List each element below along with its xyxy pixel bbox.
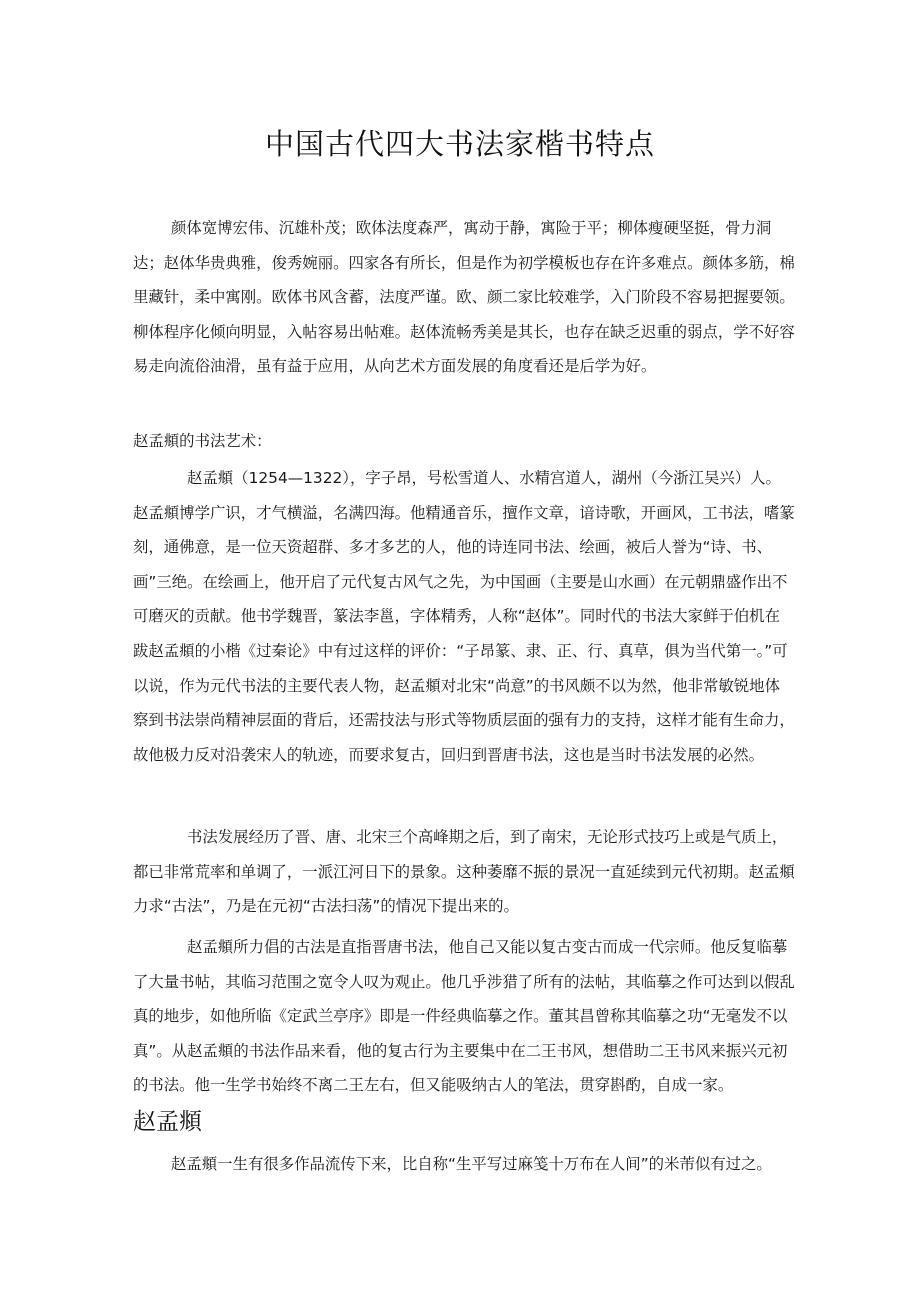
- legacy-paragraph: 赵孟頫一生有很多作品流传下来，比自称“生平写过麻笺十万布在人间”的米芾似有过之。: [171, 1155, 772, 1173]
- ancient-method-paragraph: 赵孟頫所力倡的古法是直指晋唐书法，他自己又能以复古变古而成一代宗师。他反复临摹了大量书帖，其临习范围之宽令人叹为观止。他几乎涉猎了所有的法帖，其临摹之作可达到以假乱真的地步，如他所临《定武兰亭序》即是一件经典临摹之作。董其昌曾称其临摹之功“无毫发不以真”。从赵孟頫的书法作品来看，他的复古行为主要集中在二王书风，想借助二王书风来振兴元初的书法。他一生学书始终不离二王左右，但又能吸纳古人的笔法，贯穿斟酌，自成一家。: [133, 938, 795, 1095]
- biography-paragraph: 赵孟頫（1254—1322），字子昂，号松雪道人、水精宫道人，湖州（今浙江吴兴）人。赵孟頫博学广识，才气横溢，名满四海。他精通音乐，擅作文章，谙诗歌，开画风，工书法，嗜篆刻，通佛意，是一位天资超群、多才多艺的人，他的诗连同书法、绘画，被后人誉为“诗、书、画”三绝。在绘画上，他开启了元代复古风气之先，为中国画（主要是山水画）在元朝鼎盛作出不可磨灭的贡献。他书学魏晋，篆法李邕，字体精秀，人称“赵体”。同时代的书法大家鲜于伯机在跋赵孟頫的小楷《过秦论》中有过这样的评价：“子昂篆、隶、正、行、真草，俱为当代第一。”可以说，作为元代书法的主要代表人物，赵孟頫对北宋“尚意”的书风颇不以为然，他非常敏锐地体察到书法崇尚精神层面的背后，还需技法与形式等物质层面的强有力的支持，这样才能有生命力，故他极力反对沿袭宋人的轨迹，而要求复古，回归到晋唐书法，这也是当时书法发展的必然。: [133, 469, 795, 764]
- section-label: 赵孟頫的书法艺术：: [133, 432, 272, 450]
- history-paragraph: 书法发展经历了晋、唐、北宋三个高峰期之后，到了南宋，无论形式技巧上或是气质上，都已非常荒率和单调了，一派江河日下的景象。这种萎靡不振的景况一直延续到元代初期。赵孟頫力求“古法”，乃是在元初“古法扫荡”的情况下提出来的。: [133, 828, 795, 916]
- section-heading: 赵孟頫: [133, 1109, 202, 1135]
- intro-paragraph: 颜体宽博宏伟、沉雄朴茂；欧体法度森严，寓动于静，寓险于平；柳体瘦硬坚挺，骨力洞达；赵体华贵典雅，俊秀婉丽。四家各有所长，但是作为初学模板也存在许多难点。颜体多筋，棉里藏针，柔中寓刚。欧体书风含蓄，法度严谨。欧、颜二家比较难学，入门阶段不容易把握要领。柳体程序化倾向明显，入帖容易出帖难。赵体流畅秀美是其长，也存在缺乏迟重的弱点，学不好容易走向流俗油滑，虽有益于应用，从向艺术方面发展的角度看还是后学为好。: [133, 219, 795, 376]
- page-title: 中国古代四大书法家楷书特点: [264, 127, 655, 161]
